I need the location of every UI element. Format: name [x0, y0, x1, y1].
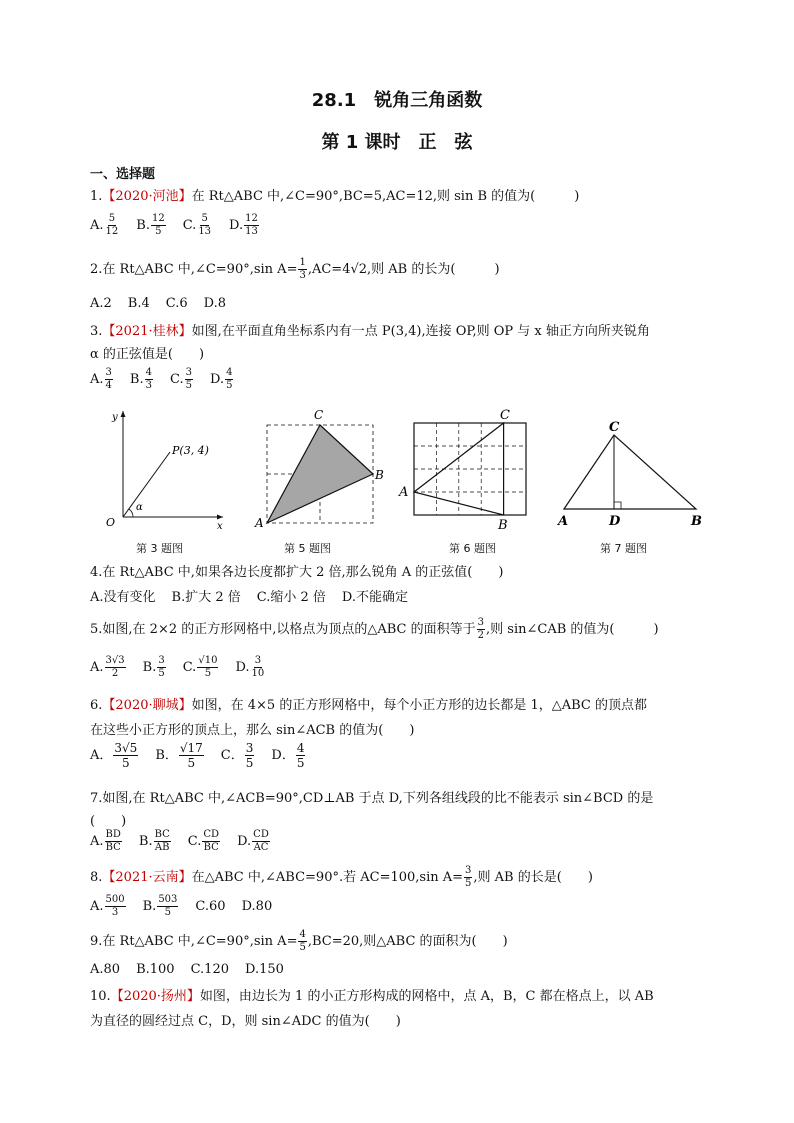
- figure-6-caption: 第 6 题图: [449, 542, 496, 555]
- fraction: $\frac{3}{5}$: [185, 367, 192, 391]
- vertex-c-label: C: [609, 420, 620, 435]
- question-3-stem-cont: α 的正弦值是( ): [90, 347, 205, 362]
- option-2: C. $\frac{5}{13}$: [182, 213, 212, 237]
- option-0: A. $\frac{3}{4}$: [90, 367, 112, 391]
- question-2-stem: 2.在 Rt△ABC 中,∠C=90°,sin A= $\frac{1}{3}$ ,AC=4√2,则 AB 的长为( ): [90, 257, 500, 281]
- figure-5: [250, 405, 390, 530]
- fraction: $\frac{3}{5}$: [158, 655, 165, 679]
- figure-6: [396, 405, 536, 530]
- option-0: A． $\frac{3√5}{5}$: [90, 741, 138, 770]
- option-3: D. $\frac{CD}{AC}$: [237, 829, 269, 853]
- segment-op: [123, 452, 170, 517]
- angle-arc: [129, 509, 133, 517]
- x-label: x: [217, 521, 223, 530]
- question-7-stem: 7.如图,在 Rt△ABC 中,∠ACB=90°,CD⊥AB 于点 D,下列各组线段的比不能表示 sin∠BCD 的是: [90, 791, 654, 806]
- question-4-stem: 4.在 Rt△ABC 中,如果各边长度都扩大 2 倍,那么锐角 A 的正弦值( ): [90, 565, 504, 580]
- option-1: B. $\frac{4}{3}$: [129, 367, 152, 391]
- question-6-options: [90, 742, 322, 769]
- figure-5-caption: 第 5 题图: [284, 542, 331, 555]
- fraction: $\frac{4}{3}$: [145, 367, 152, 391]
- vertex-b-label: B: [498, 518, 508, 530]
- fraction: $\frac{√17}{5}$: [179, 741, 203, 770]
- fraction: $\frac{BC}{AB}$: [154, 829, 170, 853]
- fraction: $\frac{CD}{BC}$: [203, 829, 220, 853]
- point-d-label: D: [609, 514, 621, 529]
- option-3: D． $\frac{4}{5}$: [271, 741, 305, 770]
- vertex-b-label: B: [375, 468, 384, 482]
- option-3: D.80: [241, 899, 273, 914]
- origin-label: O: [106, 516, 116, 529]
- question-9-options: [90, 962, 300, 977]
- fraction: $\frac{4}{5}$: [296, 741, 305, 770]
- fraction: $\frac{CD}{AC}$: [253, 829, 269, 853]
- option-3: D.150: [245, 962, 284, 977]
- question-source: 【2020·河池】: [102, 189, 192, 204]
- question-source: 【2020·聊城】: [102, 698, 192, 713]
- option-0: A. $\frac{3√3}{2}$: [90, 655, 125, 679]
- option-2: C.缩小 2 倍: [256, 590, 326, 605]
- fraction: $\frac{3}{5}$: [245, 741, 254, 770]
- question-3-stem: 3.【2021·桂林】如图,在平面直角坐标系内有一点 P(3,4),连接 OP,则 OP 与 x 轴正方向所夹锐角: [90, 324, 650, 339]
- option-2: C.6: [165, 296, 188, 311]
- option-1: B. $\frac{BC}{AB}$: [138, 829, 170, 853]
- question-source: 【2021·云南】: [102, 870, 192, 885]
- option-0: A. $\frac{5}{12}$: [90, 213, 119, 237]
- option-0: A. $\frac{500}{3}$: [90, 894, 125, 918]
- question-4-options: [90, 586, 424, 605]
- fraction: $\frac{12}{5}$: [151, 213, 165, 237]
- page-subtitle: 第 1 课时 正 弦: [321, 132, 473, 153]
- question-8-options: [90, 895, 288, 918]
- vertex-a-label: A: [255, 516, 264, 530]
- option-2: C.120: [190, 962, 229, 977]
- option-1: B. $\frac{503}{5}$: [142, 894, 178, 918]
- vertex-c-label: C: [314, 408, 324, 422]
- y-axis-arrow: [121, 411, 126, 417]
- question-source: 【2020·扬州】: [110, 989, 200, 1004]
- option-2: C. $\frac{CD}{BC}$: [187, 829, 220, 853]
- option-3: D. $\frac{4}{5}$: [209, 367, 233, 391]
- question-5-options: [90, 656, 282, 679]
- fraction: $\frac{5}{13}$: [198, 213, 212, 237]
- fraction: $\frac{500}{3}$: [105, 894, 125, 918]
- option-1: B.100: [136, 962, 175, 977]
- figure-3-caption: 第 3 题图: [136, 542, 183, 555]
- question-10-stem-cont: 为直径的圆经过点 C，D，则 sin∠ADC 的值为( ): [90, 1014, 401, 1029]
- question-2-options: [90, 296, 242, 311]
- fraction: $\frac{5}{12}$: [105, 213, 119, 237]
- option-0: A.2: [90, 296, 112, 311]
- fraction: $\frac{4}{5}$: [226, 367, 233, 391]
- fraction: $\frac{BD}{BC}$: [105, 829, 121, 853]
- option-1: B. $\frac{12}{5}$: [136, 213, 165, 237]
- option-1: B.4: [127, 296, 150, 311]
- fraction: $\frac{503}{5}$: [158, 894, 178, 918]
- option-1: B． $\frac{√17}{5}$: [155, 741, 203, 770]
- option-2: C. $\frac{3}{5}$: [169, 367, 192, 391]
- question-6-stem: 6.【2020·聊城】如图，在 4×5 的正方形网格中，每个小正方形的边长都是 1，△ABC 的顶点都: [90, 698, 647, 713]
- fraction: $\frac{3√5}{5}$: [114, 741, 138, 770]
- option-3: D.8: [203, 296, 227, 311]
- point-p-label: P(3, 4): [172, 444, 209, 457]
- option-3: D. $\frac{3}{10}$: [235, 655, 265, 679]
- question-1-stem: 1.【2020·河池】在 Rt△ABC 中,∠C=90°,BC=5,AC=12,则 sin B 的值为( ): [90, 189, 580, 204]
- y-label: y: [112, 412, 118, 423]
- question-9-stem: 9.在 Rt△ABC 中,∠C=90°,sin A= $\frac{4}{5}$ ,BC=20,则△ABC 的面积为( ): [90, 929, 508, 953]
- alpha-label: α: [136, 502, 143, 513]
- option-3: D. $\frac{12}{13}$: [229, 213, 258, 237]
- fraction: $\frac{3}{4}$: [105, 367, 112, 391]
- question-10-stem: 10.【2020·扬州】如图，由边长为 1 的小正方形构成的网格中，点 A，B，C 都在格点上，以 AB: [90, 989, 654, 1004]
- figure-3: [95, 405, 235, 530]
- fraction: $\frac{12}{13}$: [245, 213, 258, 237]
- option-1: B. $\frac{3}{5}$: [142, 655, 165, 679]
- vertex-b-label: B: [691, 514, 702, 529]
- question-6-stem-cont: 在这些小正方形的顶点上，那么 sin∠ACB 的值为( ): [90, 723, 415, 738]
- vertex-c-label: C: [500, 408, 510, 423]
- option-2: C. $\frac{√10}{5}$: [182, 655, 218, 679]
- question-3-options: [90, 368, 250, 391]
- question-5-stem: 5.如图,在 2×2 的正方形网格中,以格点为顶点的△ABC 的面积等于 $\frac{3}{2}$ ,则 sin∠CAB 的值为( ): [90, 617, 659, 641]
- question-7-options: [90, 830, 287, 853]
- option-0: A.80: [90, 962, 121, 977]
- option-1: B.扩大 2 倍: [171, 590, 241, 605]
- option-2: C． $\frac{3}{5}$: [220, 741, 254, 770]
- vertex-a-label: A: [399, 485, 409, 500]
- option-3: D.不能确定: [341, 590, 409, 605]
- page-title: 28.1 锐角三角函数: [311, 90, 483, 111]
- triangle-abc: [564, 435, 696, 509]
- option-0: A.没有变化: [90, 590, 156, 605]
- question-8-stem: 8.【2021·云南】在△ABC 中,∠ABC=90°.若 AC=100,sin A= $\frac{3}{5}$ ,则 AB 的长是( ): [90, 865, 593, 889]
- x-axis-arrow: [217, 515, 223, 520]
- right-angle-mark: [614, 502, 621, 509]
- figure-7: [548, 405, 708, 530]
- question-7-stem-cont: ( ): [90, 814, 127, 829]
- figure-7-caption: 第 7 题图: [600, 542, 647, 555]
- option-0: A. $\frac{BD}{BC}$: [90, 829, 121, 853]
- fraction: $\frac{3√3}{2}$: [105, 655, 125, 679]
- section-heading: 一、选择题: [90, 167, 156, 182]
- option-2: C.60: [195, 899, 226, 914]
- vertex-a-label: A: [558, 514, 569, 529]
- question-1-options: [90, 214, 276, 237]
- fraction: $\frac{3}{10}$: [251, 655, 265, 679]
- fraction: $\frac{√10}{5}$: [198, 655, 218, 679]
- question-source: 【2021·桂林】: [102, 324, 192, 339]
